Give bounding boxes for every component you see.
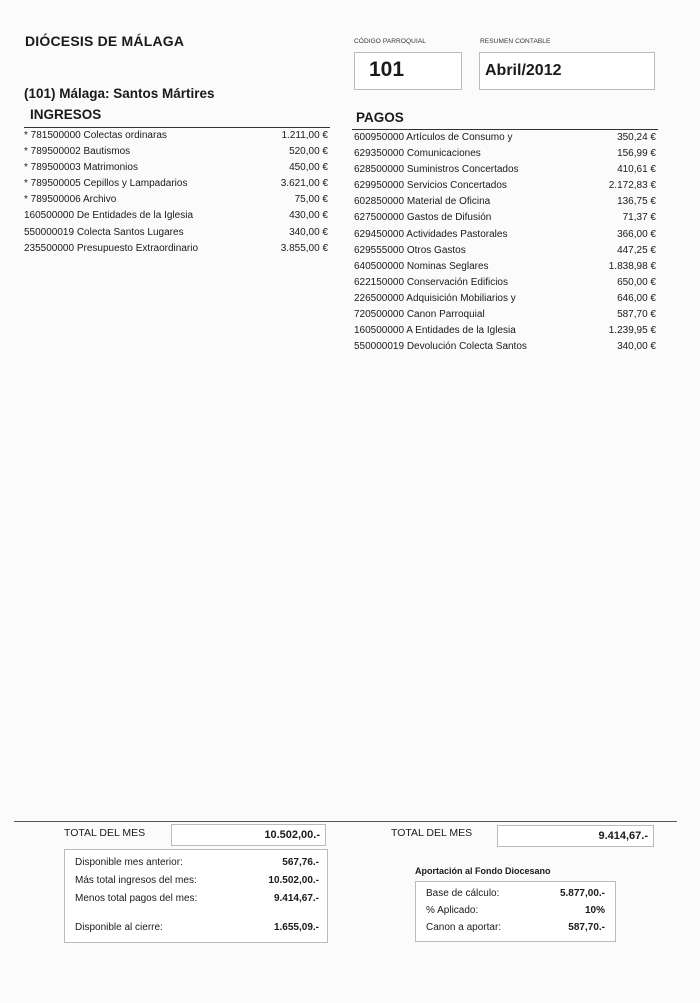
row-amount: 75,00 € <box>294 194 328 206</box>
row-amount: 646,00 € <box>617 292 656 304</box>
pagos-total-value: 9.414,67.- <box>598 830 648 842</box>
row-label: 629950000 Servicios Concertados <box>354 180 507 192</box>
row-amount: 650,00 € <box>617 276 656 288</box>
summary-box <box>64 849 328 943</box>
table-row <box>24 128 330 144</box>
row-label: 629555000 Otros Gastos <box>354 244 466 256</box>
aportacion-row <box>426 922 605 936</box>
parish-title: (101) Málaga: Santos Mártires <box>24 86 215 101</box>
table-row <box>24 208 330 224</box>
aportacion-row <box>426 888 605 902</box>
row-label: 600950000 Artículos de Consumo y <box>354 132 513 143</box>
aportacion-value: 587,70.- <box>568 922 605 933</box>
summary-row <box>75 875 319 889</box>
ingresos-total-label: TOTAL DEL MES <box>64 827 146 839</box>
table-row <box>354 130 656 146</box>
summary-label: Disponible al cierre: <box>75 922 163 933</box>
row-amount: 3.855,00 € <box>280 242 328 254</box>
row-label: 550000019 Colecta Santos Lugares <box>24 226 184 238</box>
aportacion-value: 10% <box>584 905 605 916</box>
aportacion-row <box>426 905 605 919</box>
aportacion-value: 5.877,00.- <box>559 888 605 899</box>
table-row <box>24 176 330 192</box>
row-amount: 520,00 € <box>289 146 328 158</box>
aportacion-label: Canon a aportar: <box>426 922 502 933</box>
table-row <box>354 194 656 210</box>
pagos-table <box>354 130 656 355</box>
row-amount: 1.239,95 € <box>608 325 656 337</box>
summary-label: Más total ingresos del mes: <box>75 875 197 886</box>
row-amount: 2.172,83 € <box>608 180 656 192</box>
table-row <box>354 178 656 194</box>
row-label: 226500000 Adquisición Mobiliarios y <box>354 292 516 304</box>
row-label: * 789500002 Bautismos <box>24 146 131 158</box>
row-label: 550000019 Devolución Colecta Santos <box>354 341 527 353</box>
table-row <box>24 241 330 257</box>
summary-row <box>75 922 319 936</box>
period-label: RESUMEN CONTABLE <box>480 38 551 45</box>
row-label: 160500000 De Entidades de la Iglesia <box>24 210 194 222</box>
table-row <box>354 146 656 162</box>
diocese-title: DIÓCESIS DE MÁLAGA <box>25 33 185 49</box>
row-amount: 340,00 € <box>289 226 328 238</box>
aportacion-box <box>415 881 616 942</box>
row-label: * 789500006 Archivo <box>24 194 117 206</box>
row-amount: 410,61 € <box>617 164 656 176</box>
summary-value: 567,76.- <box>282 857 319 868</box>
row-label: 628500000 Suministros Concertados <box>354 164 519 176</box>
row-label: 602850000 Material de Oficina <box>354 196 491 208</box>
summary-value: 10.502,00.- <box>268 875 319 886</box>
ingresos-total-box <box>171 824 326 846</box>
table-row <box>354 162 656 178</box>
pagos-title: PAGOS <box>356 110 404 125</box>
row-amount: 366,00 € <box>617 228 656 240</box>
summary-label: Menos total pagos del mes: <box>75 893 198 904</box>
row-amount: 1.211,00 € <box>281 130 328 141</box>
row-label: * 789500005 Cepillos y Lampadarios <box>24 178 188 190</box>
table-row <box>24 192 330 208</box>
table-row <box>354 323 656 339</box>
row-label: 160500000 A Entidades de la Iglesia <box>354 325 516 337</box>
table-row <box>354 339 656 355</box>
row-amount: 71,37 € <box>622 212 656 224</box>
table-row <box>354 210 656 226</box>
table-row <box>354 291 656 307</box>
aportacion-label: % Aplicado: <box>426 905 479 916</box>
code-box <box>354 52 462 90</box>
ingresos-total-value: 10.502,00.- <box>264 829 320 841</box>
code-value: 101 <box>369 58 405 81</box>
row-amount: 340,00 € <box>617 341 656 353</box>
row-label: 627500000 Gastos de Difusión <box>354 212 492 224</box>
summary-value: 9.414,67.- <box>273 893 319 904</box>
row-amount: 156,99 € <box>617 148 656 160</box>
totals-divider <box>14 821 677 822</box>
row-label: 629350000 Comunicaciones <box>354 148 481 160</box>
row-amount: 136,75 € <box>617 196 656 208</box>
aportacion-label: Base de cálculo: <box>426 888 500 899</box>
pagos-total-box <box>497 825 654 847</box>
row-amount: 430,00 € <box>289 210 328 222</box>
row-amount: 1.838,98 € <box>608 260 656 272</box>
table-row <box>354 227 656 243</box>
summary-row <box>75 893 319 907</box>
table-row <box>354 259 656 275</box>
row-label: 720500000 Canon Parroquial <box>354 309 485 321</box>
table-row <box>24 160 330 176</box>
ingresos-title: INGRESOS <box>30 107 102 122</box>
table-row <box>354 243 656 259</box>
summary-label: Disponible mes anterior: <box>75 857 183 868</box>
row-amount: 447,25 € <box>617 244 656 256</box>
row-label: * 789500003 Matrimonios <box>24 162 138 174</box>
row-label: 235500000 Presupuesto Extraordinario <box>24 242 199 254</box>
period-box <box>479 52 655 90</box>
summary-row <box>75 857 319 871</box>
row-label: 622150000 Conservación Edificios <box>354 276 508 288</box>
code-label: CÓDIGO PARROQUIAL <box>354 38 427 45</box>
table-row <box>24 225 330 241</box>
ingresos-table <box>24 128 330 257</box>
row-amount: 587,70 € <box>617 309 656 321</box>
summary-value: 1.655,09.- <box>273 922 319 933</box>
pagos-total-label: TOTAL DEL MES <box>391 827 473 839</box>
table-row <box>354 275 656 291</box>
aportacion-title: Aportación al Fondo Diocesano <box>415 866 551 876</box>
row-amount: 3.621,00 € <box>280 178 328 190</box>
row-amount: 350,24 € <box>617 132 656 143</box>
table-row <box>24 144 330 160</box>
row-amount: 450,00 € <box>289 162 328 174</box>
row-label: * 781500000 Colectas ordinaras <box>24 130 167 141</box>
row-label: 640500000 Nominas Seglares <box>354 260 489 272</box>
table-row <box>354 307 656 323</box>
period-value: Abril/2012 <box>485 62 562 79</box>
row-label: 629450000 Actividades Pastorales <box>354 228 508 240</box>
